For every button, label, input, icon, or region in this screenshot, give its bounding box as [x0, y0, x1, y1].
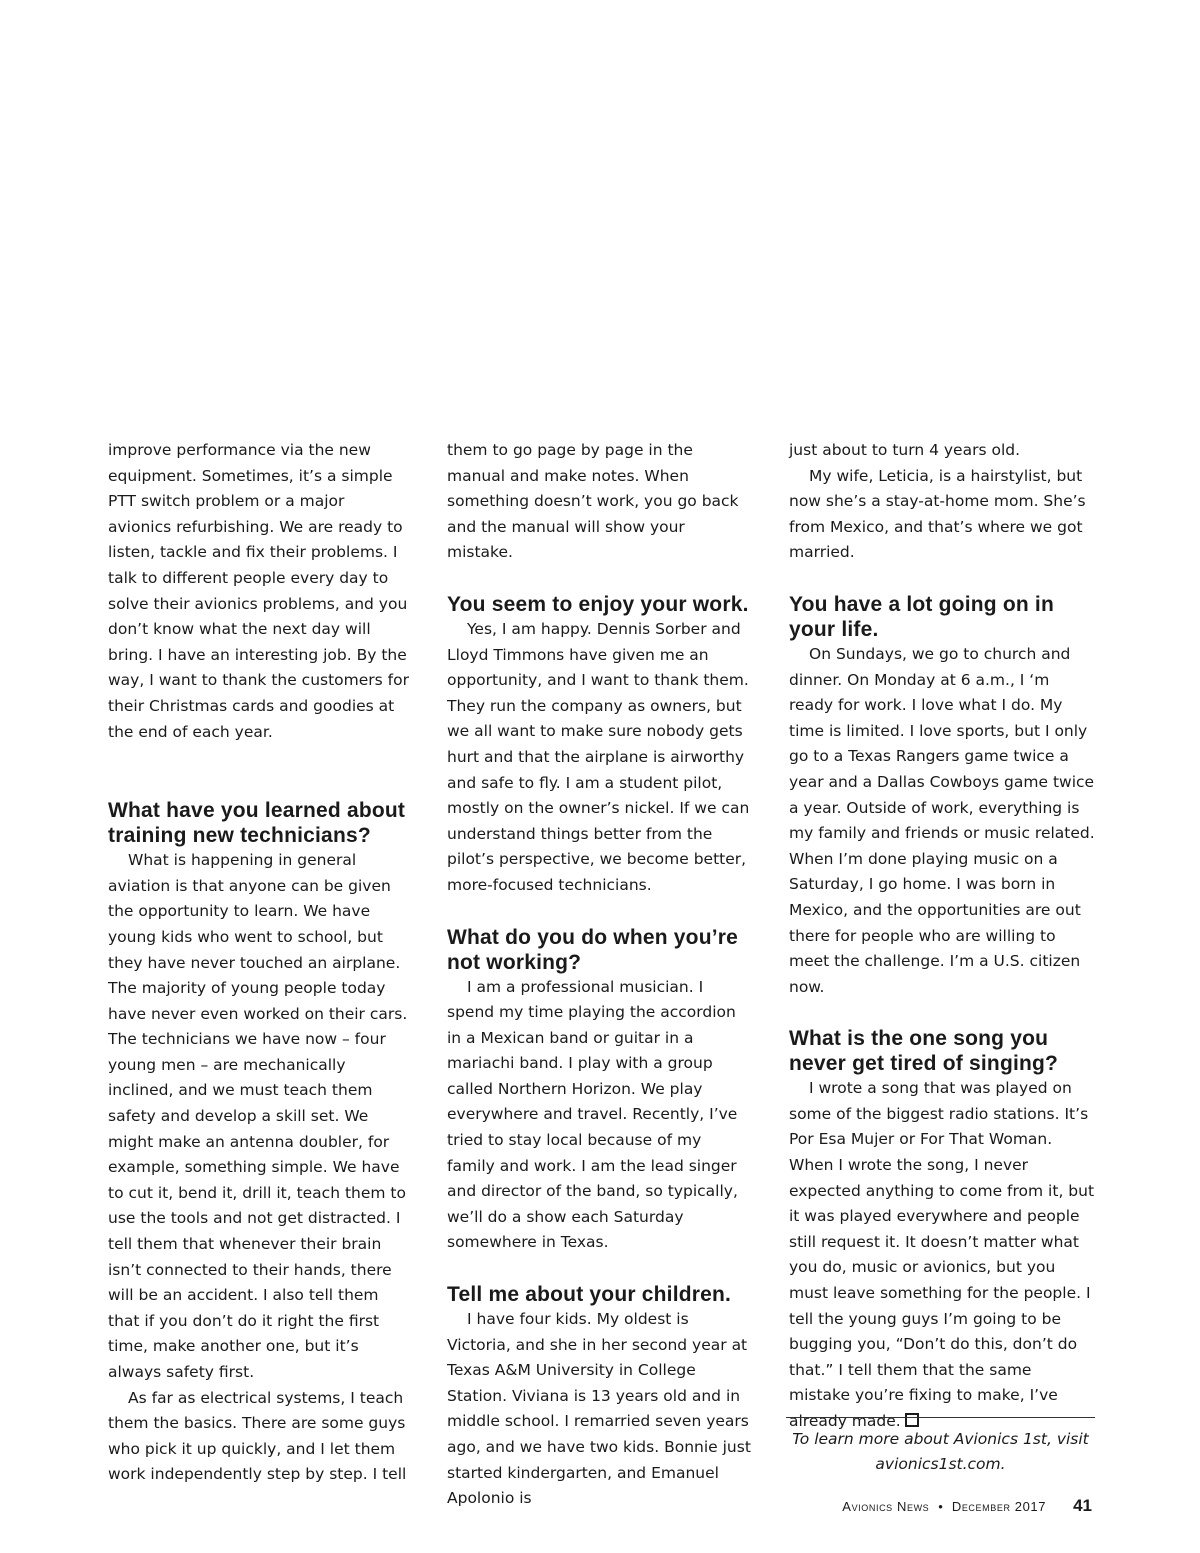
- paragraph: them to go page by page in the manual and make notes. When something doesn’t work, you go back and the manual will show your mistake.: [447, 441, 739, 562]
- question-heading: What have you learned about training new technicians?: [108, 799, 406, 848]
- paragraph: What is happening in general aviation is that anyone can be given the opportunity to learn. We have young kids who went to school, but they have never touched an airplane. The majority of young people today have never even worked on their cars. The technicians we have now – four young men – are mechanically inclined, and we must teach them safety and develop a skill set. We might make an antenna doubler, for example, something simple. We have to cut it, bend it, drill it, teach them to use the tools and not get distracted. I tell them that whenever their brain isn’t connected to their hands, there will be an accident. I also tell them that if you don’t do it right the first time, make another one, but it’s always safety first.: [108, 851, 408, 1381]
- page-number: 41: [1073, 1496, 1092, 1515]
- column-3: [789, 438, 1095, 1435]
- paragraph: I am a professional musician. I spend my time playing the accordion in a Mexican band or guitar in a mariachi band. I play with a group called Northern Horizon. We play everywhere and travel. Recently, I’ve tried to stay local because of my family and work. I am the lead singer and director of the band, so typically, we’ll do a show each Saturday somewhere in Texas.: [447, 977, 738, 1252]
- page-footer: [842, 1496, 1092, 1516]
- paragraph: just about to turn 4 years old.: [789, 441, 1021, 459]
- question-heading: You seem to enjoy your work.: [447, 592, 749, 616]
- publication-name: Avionics News: [842, 1499, 930, 1514]
- paragraph: My wife, Leticia, is a hairstylist, but now she’s a stay-at-home mom. She’s from Mexico, and that’s where we got married.: [789, 466, 1086, 562]
- paragraph: On Sundays, we go to church and dinner. On Monday at 6 a.m., I ‘m ready for work. I love what I do. My time is limited. I love sports, but I only go to a Texas Rangers game twice a year and a Dallas Cowboys game twice a year. Outside of work, everything is my family and friends or music related. When I’m done playing music on a Saturday, I go home. I was born in Mexico, and the opportunities are out there for people who are willing to meet the challenge. I’m a U.S. citizen now.: [789, 644, 1095, 996]
- paragraph: improve performance via the new equipment. Sometimes, it’s a simple PTT switch problem or a major avionics refurbishing. We are ready to listen, tackle and fix their problems. I talk to different people every day to solve their avionics problems, and you don’t know what the next day will bring. I have an interesting job. By the way, I want to thank the customers for their Christmas cards and goodies at the end of each year.: [108, 441, 409, 741]
- paragraph-text: I wrote a song that was played on some of the biggest radio stations. It’s Por Esa Mujer or For That Woman. When I wrote the song, I never expected anything to come from it, but it was played everywhere and people still request it. It doesn’t matter what you do, music or avionics, but you must leave something for the people. I tell the young guys I’m going to be bugging you, “Don’t do this, don’t do that.” I tell them that the same mistake you’re fixing to make, I’ve already made.: [789, 1079, 1095, 1430]
- question-heading: What is the one song you never get tired of singing?: [789, 1027, 1059, 1076]
- question-heading: Tell me about your children.: [447, 1283, 732, 1307]
- paragraph: Yes, I am happy. Dennis Sorber and Lloyd Timmons have given me an opportunity, and I want to thank them. They run the company as owners, but we all want to make sure nobody gets hurt and that the airplane is airworthy and safe to fly. I am a student pilot, mostly on the owner’s nickel. If we can understand things better from the pilot’s perspective, we become better, more-focused technicians.: [447, 619, 750, 894]
- learn-more-note: To learn more about Avionics 1st, visit avionics1st.com.: [786, 1417, 1095, 1477]
- paragraph: As far as electrical systems, I teach them the basics. There are some guys who pick it up quickly, and I let them work independently step by step. I tell: [108, 1388, 407, 1484]
- paragraph: I have four kids. My oldest is Victoria, and she in her second year at Texas A&M University in College Station. Viviana is 13 years old and in middle school. I remarried seven years ago, and we have two kids. Bonnie just started kindergarten, and Emanuel Apolonio is: [447, 1310, 751, 1508]
- footer-separator: •: [938, 1499, 943, 1514]
- question-heading: What do you do when you’re not working?: [447, 925, 739, 974]
- column-2: [447, 438, 753, 1512]
- question-heading: You have a lot going on in your life.: [789, 592, 1054, 641]
- paragraph: [789, 1076, 1095, 1434]
- column-1: [108, 438, 412, 1488]
- issue-date: December 2017: [951, 1499, 1047, 1514]
